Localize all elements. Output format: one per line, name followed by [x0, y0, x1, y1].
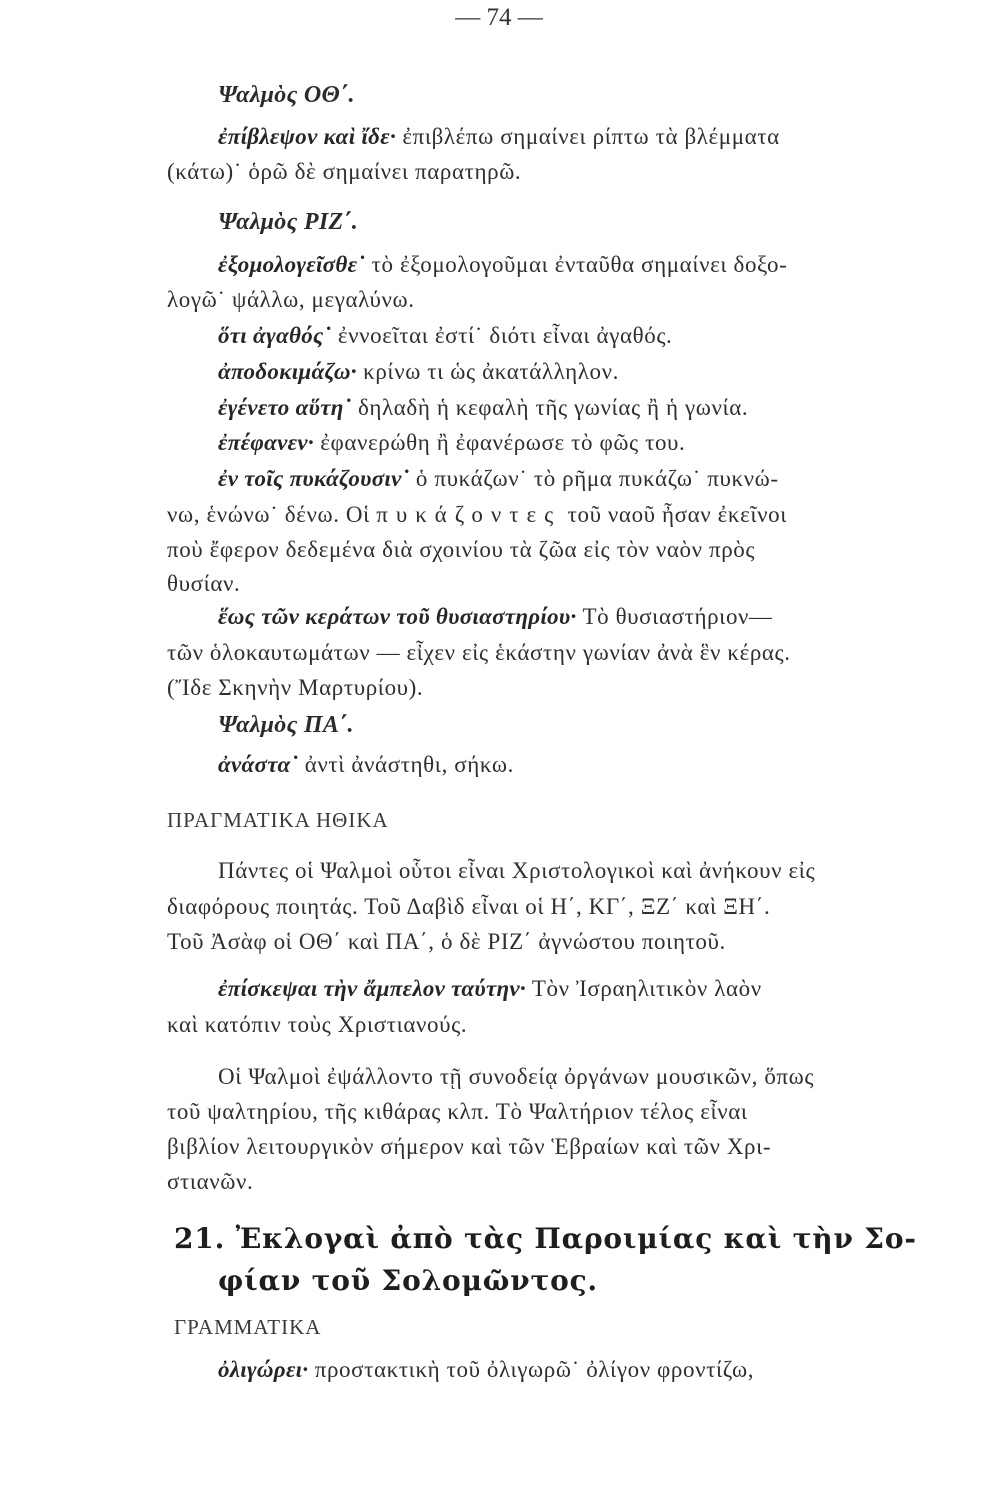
gloss-term: ἐγένετο αὕτη˙	[218, 395, 352, 420]
spaced-emphasis: πυκάζοντες	[376, 502, 562, 527]
gloss-text: Τὸ θυσιαστήριον—	[576, 604, 773, 629]
gloss-keraton	[218, 604, 773, 630]
gloss-term: ἐπίβλεψον καὶ ἴδε·	[218, 124, 396, 149]
gloss-term: ὅτι ἀγαθός˙	[218, 323, 332, 348]
gloss-text: δηλαδὴ ἡ κεφαλὴ τῆς γωνίας ἢ ἡ γωνία.	[351, 395, 749, 420]
gloss-egeneto	[218, 395, 748, 421]
gloss-text: νω, ἑνώνω˙ δένω. Οἱ	[167, 502, 377, 527]
gloss-text: Τὸν Ἰσραηλιτικὸν λαὸν	[525, 976, 762, 1001]
gloss-pykazousin-cont2: ποὺ ἔφερον δεδεμένα διὰ σχοινίου τὰ ζῶα εἰς τὸν ναὸν πρὸς	[167, 537, 756, 562]
gloss-exomologeisthe-cont: λογῶ˙ ψάλλω, μεγαλύνω.	[167, 287, 415, 312]
paragraph-line: βιβλίον λειτουργικὸν σήμερον καὶ τῶν Ἑβραίων καὶ τῶν Χρι-	[167, 1134, 772, 1159]
psalm-80-heading: Ψαλμὸς ΠΑ΄.	[218, 712, 354, 738]
section-heading-pragmatika: ΠΡΑΓΜΑΤΙΚΑ ΗΘΙΚΑ	[167, 808, 389, 832]
psalm-117-heading: Ψαλμὸς ΡΙΖ΄.	[218, 209, 359, 235]
section-heading-grammatika: ΓΡΑΜΜΑΤΙΚΑ	[174, 1315, 322, 1339]
gloss-episkepsai	[218, 976, 762, 1002]
paragraph-line: στιανῶν.	[167, 1169, 254, 1194]
gloss-text: ὁ πυκάζων˙ τὸ ρῆμα πυκάζω˙ πυκνώ-	[409, 466, 779, 491]
chapter-title-line-1: 21. Ἐκλογαὶ ἀπὸ τὰς Παροιμίας καὶ τὴν Σο-	[174, 1222, 917, 1255]
gloss-epiblepson	[218, 124, 780, 150]
gloss-pykazousin-cont3: θυσίαν.	[167, 571, 241, 596]
gloss-keraton-cont: τῶν ὁλοκαυτωμάτων — εἶχεν εἰς ἑκάστην γωνίαν ἀνὰ ἓν κέρας.	[167, 640, 791, 665]
paragraph-line: Οἱ Ψαλμοὶ ἐψάλλοντο τῇ συνοδείᾳ ὀργάνων μουσικῶν, ὅπως	[218, 1064, 815, 1089]
gloss-keraton-cont2: (Ἴδε Σκηνὴν Μαρτυρίου).	[167, 675, 424, 700]
gloss-term: ἀνάστα˙	[218, 752, 299, 777]
gloss-pykazousin-cont	[167, 502, 787, 528]
gloss-term: ἐπέφανεν·	[218, 430, 314, 455]
gloss-agathos	[218, 323, 672, 349]
gloss-pykazousin	[218, 466, 779, 492]
page-number: — 74 —	[455, 4, 543, 31]
gloss-text: κρίνω τι ὡς ἀκατάλληλον.	[356, 359, 619, 384]
gloss-exomologeisthe	[218, 252, 787, 278]
gloss-text: ἀντὶ ἀνάστηθι, σήκω.	[298, 752, 514, 777]
paragraph-line: τοῦ ψαλτηρίου, τῆς κιθάρας κλπ. Τὸ Ψαλτήριον τέλος εἶναι	[167, 1099, 748, 1124]
gloss-oligorei	[218, 1357, 754, 1383]
gloss-text: ἐννοεῖται ἐστί˙ διότι εἶναι ἀγαθός.	[331, 323, 673, 348]
gloss-term: ἕως τῶν κεράτων τοῦ θυσιαστηρίου·	[218, 604, 577, 629]
gloss-term: ὀλιγώρει·	[218, 1357, 309, 1382]
psalm-79-heading: Ψαλμὸς ΟΘ΄.	[218, 82, 355, 108]
chapter-title-line-2: φίαν τοῦ Σολομῶντος.	[218, 1264, 598, 1297]
paragraph-line: Τοῦ Ἀσὰφ οἱ ΟΘ΄ καὶ ΠΑ΄, ὁ δὲ ΡΙΖ΄ ἀγνώστου ποιητοῦ.	[167, 929, 726, 954]
gloss-term: ἀποδοκιμάζω·	[218, 359, 357, 384]
paragraph-line: διαφόρους ποιητάς. Τοῦ Δαβὶδ εἶναι οἱ Η΄, ΚΓ΄, ΞΖ΄ καὶ ΞΗ΄.	[167, 894, 771, 919]
gloss-term: ἐν τοῖς πυκάζουσιν˙	[218, 466, 410, 491]
gloss-episkepsai-cont: καὶ κατόπιν τοὺς Χριστιανούς.	[167, 1012, 468, 1037]
gloss-text: τὸ ἐξομολογοῦμαι ἐνταῦθα σημαίνει δοξο-	[365, 252, 788, 277]
gloss-text: τοῦ ναοῦ ἦσαν ἐκεῖνοι	[561, 502, 788, 527]
gloss-text: ἐφανερώθη ἢ ἐφανέρωσε τὸ φῶς του.	[313, 430, 686, 455]
gloss-epephanen	[218, 430, 685, 456]
gloss-term: ἐξομολογεῖσθε˙	[218, 252, 366, 277]
gloss-text: προστακτικὴ τοῦ ὀλιγωρῶ˙ ὀλίγον φροντίζω,	[308, 1357, 755, 1382]
gloss-term: ἐπίσκεψαι τὴν ἄμπελον ταύτην·	[218, 976, 526, 1001]
gloss-epiblepson-cont: (κάτω)˙ ὁρῶ δὲ σημαίνει παρατηρῶ.	[167, 159, 522, 184]
gloss-apodokimazo	[218, 359, 619, 385]
gloss-anasta	[218, 752, 514, 778]
paragraph-line: Πάντες οἱ Ψαλμοὶ οὗτοι εἶναι Χριστολογικοὶ καὶ ἀνήκουν εἰς	[218, 858, 816, 883]
gloss-text: ἐπιβλέπω σημαίνει ρίπτω τὰ βλέμματα	[396, 124, 780, 149]
